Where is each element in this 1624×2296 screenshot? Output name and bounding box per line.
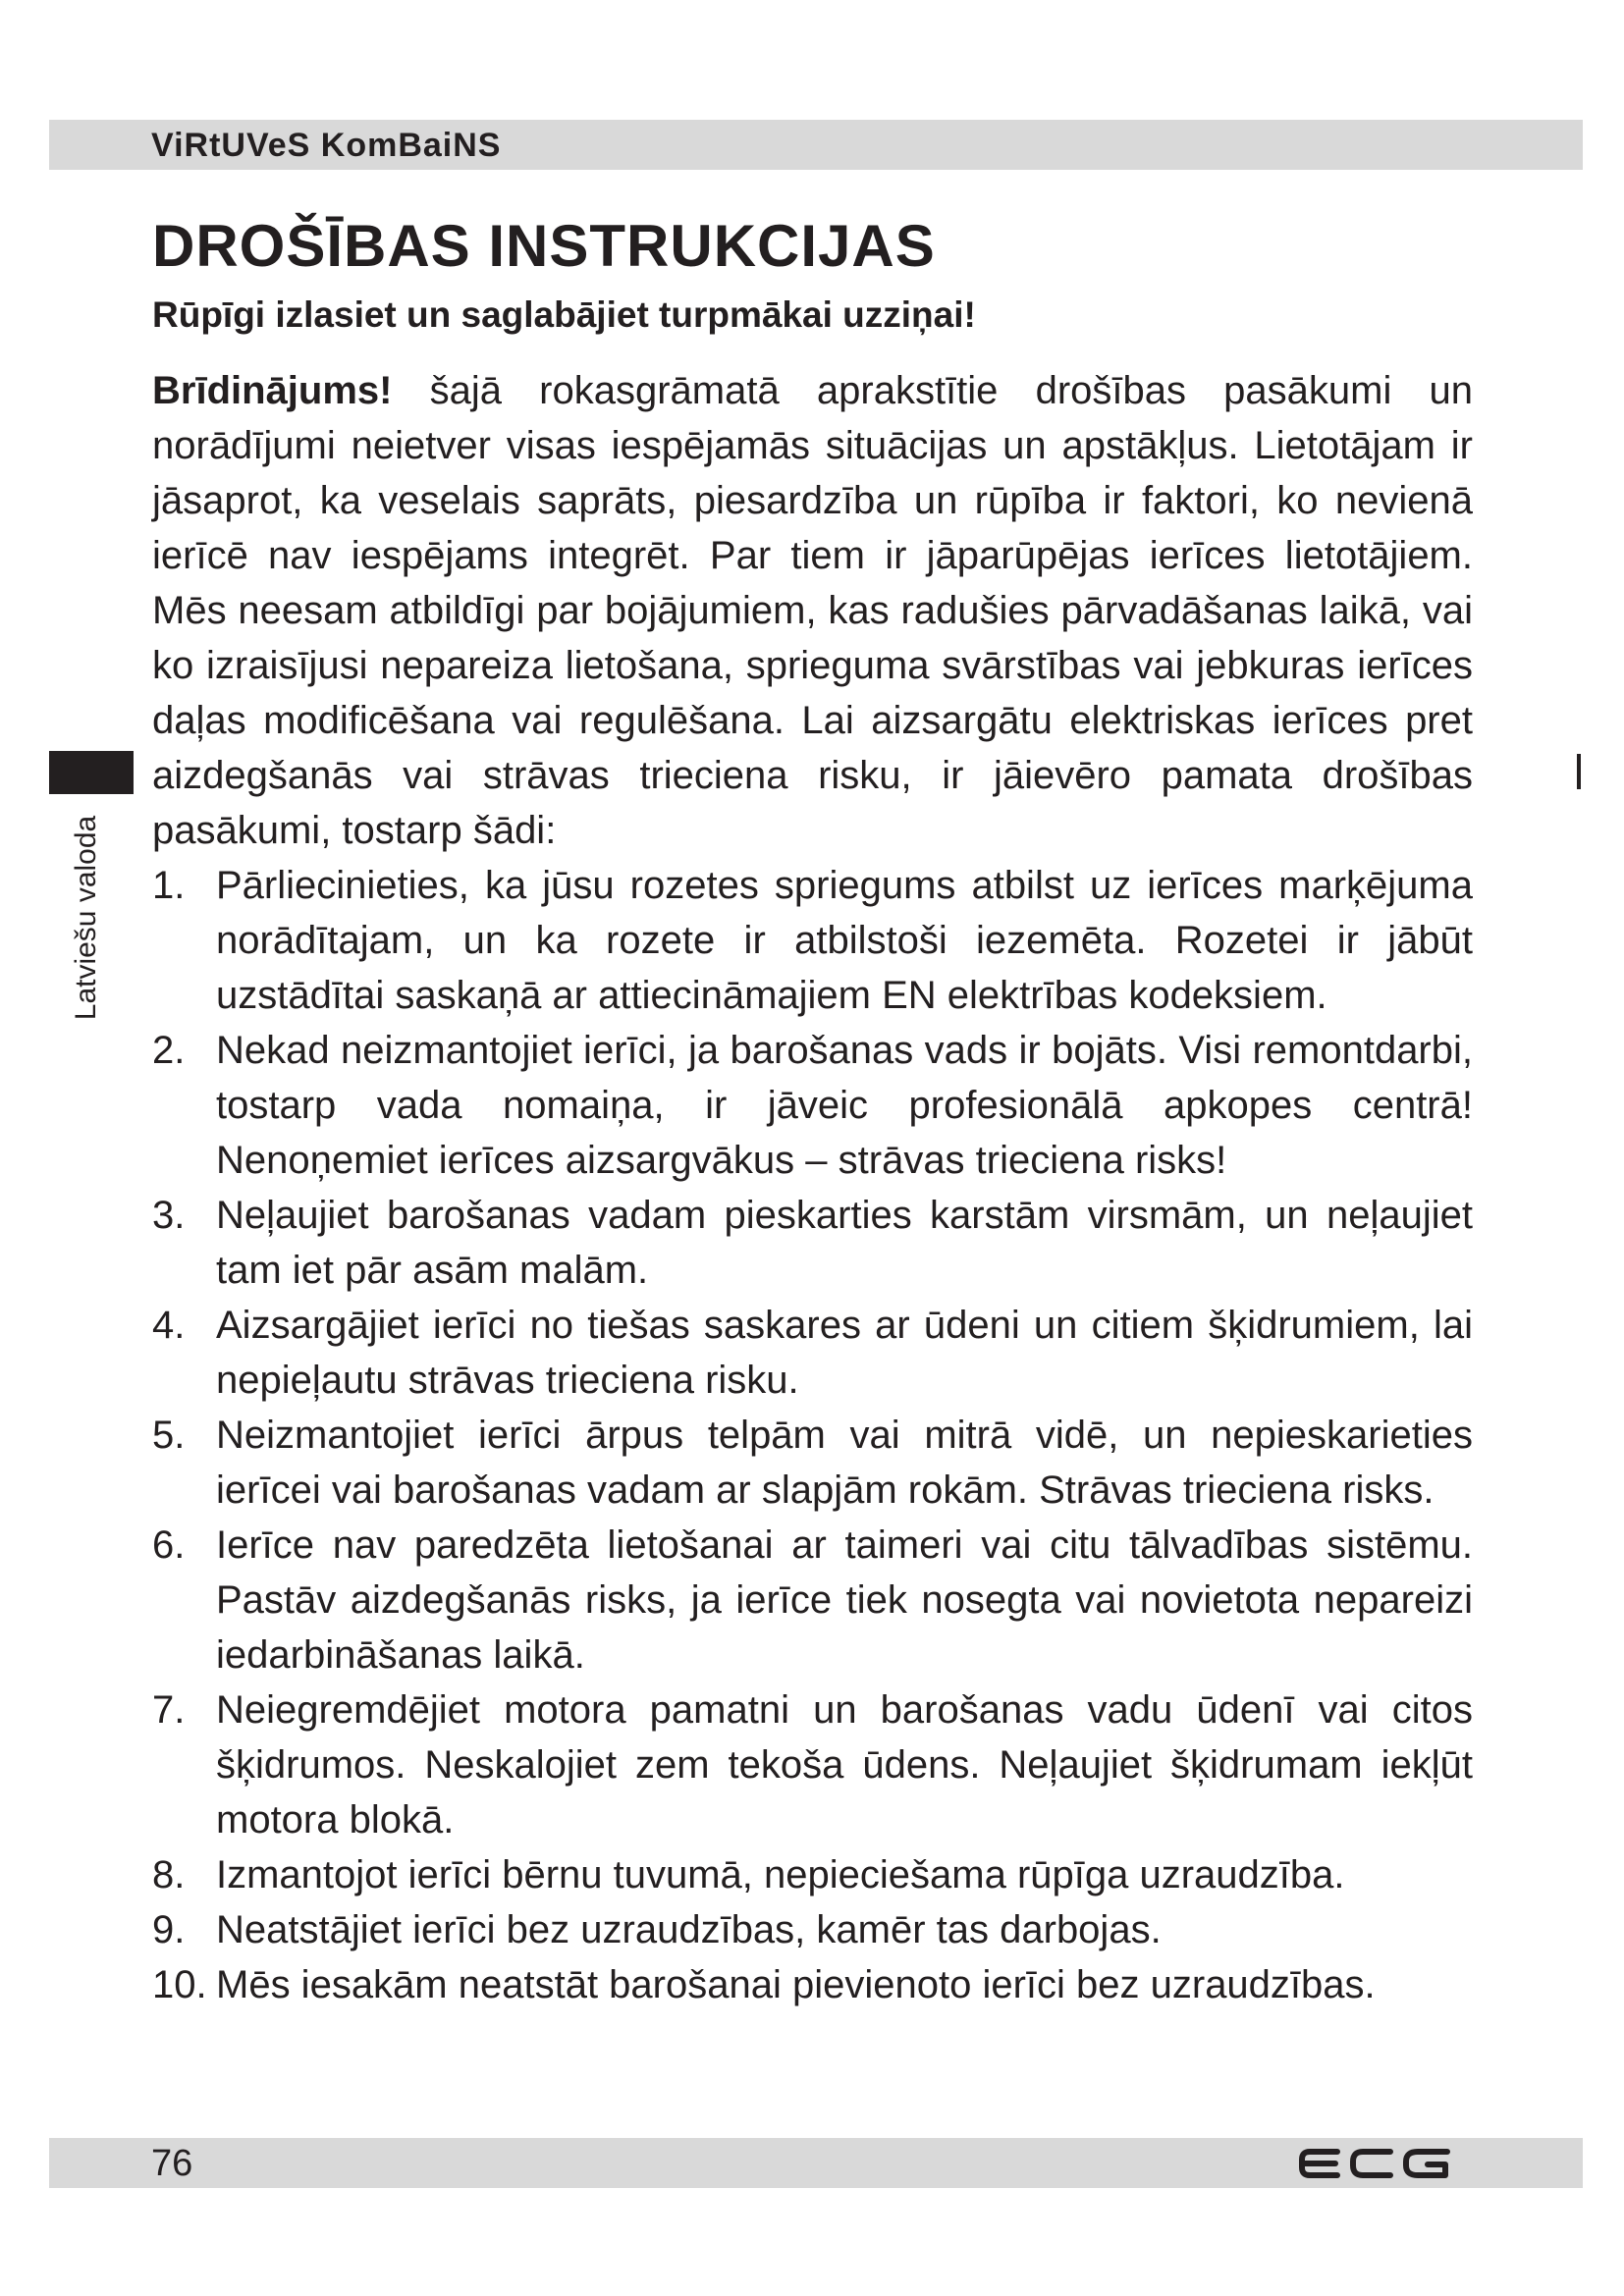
main-content	[152, 363, 1473, 2012]
warning-paragraph	[152, 363, 1473, 858]
list-item	[152, 858, 1473, 1023]
list-item	[152, 1682, 1473, 1847]
page-number: 76	[151, 2143, 193, 2184]
list-text: Neiegremdējiet motora pamatni un barošanas vadu ūdenī vai citos šķidrumos. Neskalojiet zem tekoša ūdens. Neļaujiet šķidrumam iekļūt motora blokā.	[216, 1688, 1473, 1842]
list-number: 8.	[152, 1853, 186, 1896]
list-text: Neizmantojiet ierīci ārpus telpām vai mitrā vidē, un nepieskarieties ierīcei vai barošanas vadam ar slapjām rokām. Strāvas trieciena risks.	[216, 1414, 1473, 1512]
list-text: Izmantojot ierīci bērnu tuvumā, nepieciešama rūpīga uzraudzība.	[216, 1853, 1345, 1896]
list-text: Neļaujiet barošanas vadam pieskarties karstām virsmām, un neļaujiet tam iet pār asām malām.	[216, 1194, 1473, 1292]
list-item	[152, 1902, 1473, 1957]
list-text: Ierīce nav paredzēta lietošanai ar taimeri vai citu tālvadības sistēmu. Pastāv aizdegšanās risks, ja ierīce tiek nosegta vai novietota nepareizi iedarbināšanas laikā.	[216, 1523, 1473, 1677]
header-bar	[49, 120, 1583, 170]
list-number: 6.	[152, 1523, 186, 1567]
edge-marker	[1577, 754, 1581, 789]
list-number: 2.	[152, 1029, 186, 1072]
list-text: Pārliecinieties, ka jūsu rozetes spriegums atbilst uz ierīces marķējuma norādītajam, un ka rozete ir atbilstoši iezemēta. Rozetei ir jābūt uzstādītai saskaņā ar attiecināmajiem EN elektrības kodeksiem.	[216, 864, 1473, 1017]
footer-bar	[49, 2138, 1583, 2188]
list-item	[152, 1298, 1473, 1408]
list-text: Aizsargājiet ierīci no tiešas saskares ar ūdeni un citiem šķidrumiem, lai nepieļautu strāvas trieciena risku.	[216, 1304, 1473, 1402]
list-item	[152, 1408, 1473, 1518]
language-tab-marker	[49, 751, 134, 794]
list-text: Neatstājiet ierīci bez uzraudzības, kamēr tas darbojas.	[216, 1908, 1162, 1951]
page-title: DROŠĪBAS INSTRUKCIJAS	[152, 213, 936, 279]
safety-list	[152, 858, 1473, 2012]
list-number: 3.	[152, 1194, 186, 1237]
list-number: 9.	[152, 1908, 186, 1951]
list-number: 5.	[152, 1414, 186, 1457]
list-item	[152, 1957, 1473, 2012]
subtitle: Rūpīgi izlasiet un saglabājiet turpmākai uzziņai!	[152, 294, 976, 335]
list-number: 4.	[152, 1304, 186, 1347]
list-item	[152, 1023, 1473, 1188]
list-item	[152, 1518, 1473, 1682]
warning-text: šajā rokasgrāmatā aprakstītie drošības pasākumi un norādījumi neietver visas iespējamās situācijas un apstākļus. Lietotājam ir jāsaprot, ka veselais saprāts, piesardzība un rūpība ir faktori, ko nevienā ierīcē nav iespējams integrēt. Par tiem ir jāparūpējas ierīces lietotājiem. Mēs neesam atbildīgi par bojājumiem, kas radušies pārvadāšanas laikā, vai ko izraisījusi nepareiza lietošana, sprieguma svārstības vai jebkuras ierīces daļas modificēšana vai regulēšana. Lai aizsargātu elektriskas ierīces pret aizdegšanās vai strāvas trieciena risku, ir jāievēro pamata drošības pasākumi, tostarp šādi:	[152, 369, 1473, 852]
list-number: 10.	[152, 1963, 207, 2006]
list-text: Mēs iesakām neatstāt barošanai pievienoto ierīci bez uzraudzības.	[216, 1963, 1376, 2006]
list-item	[152, 1847, 1473, 1902]
list-number: 7.	[152, 1688, 186, 1732]
warning-lead: Brīdinājums!	[152, 369, 393, 412]
section-title: ViRtUVeS KomBaiNS	[151, 127, 502, 164]
list-item	[152, 1188, 1473, 1298]
list-number: 1.	[152, 864, 186, 907]
ecg-logo	[1298, 2148, 1455, 2179]
list-text: Nekad neizmantojiet ierīci, ja barošanas vads ir bojāts. Visi remontdarbi, tostarp vada nomaiņa, ir jāveic profesionālā apkopes centrā! Nenoņemiet ierīces aizsargvākus – strāvas trieciena risks!	[216, 1029, 1473, 1182]
language-label: Latviešu valoda	[70, 815, 102, 1021]
